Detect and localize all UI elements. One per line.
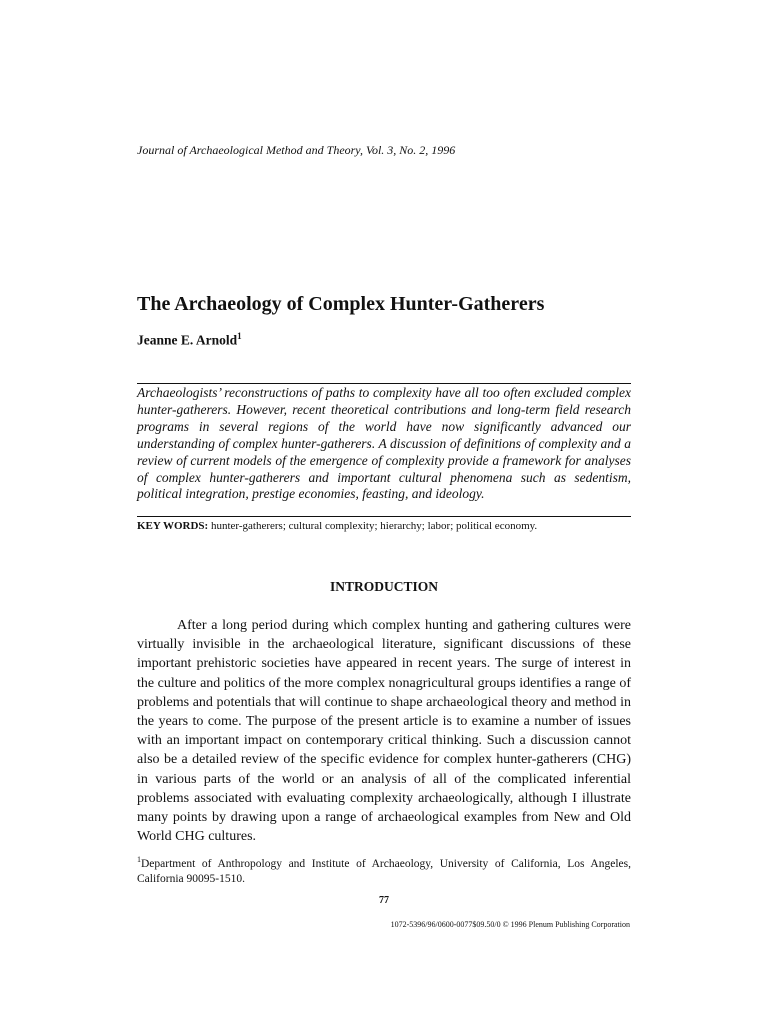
author-line [137, 331, 242, 349]
author-name: Jeanne E. Arnold [137, 332, 238, 348]
footnote-marker: 1 [137, 855, 141, 864]
footnote [137, 852, 631, 888]
copyright-line: 1072-5396/96/0600-0077$09.50/0 © 1996 Plenum Publishing Corporation [390, 920, 630, 929]
section-heading: INTRODUCTION [329, 579, 438, 594]
journal-citation: Journal of Archaeological Method and Theory, Vol. 3, No. 2, 1996 [137, 143, 456, 157]
body-paragraph: After a long period during which complex hunting and gathering cultures were virtually invisible in the archaeological literature, significant discussions of these important prehistoric societies have appeared in recent years. The surge of interest in the culture and politics of the more complex nonagricultural groups identifies a range of problems and potentials that will continue to shape archaeological theory and method in the years to come. The purpose of the present article is to examine a number of issues with an important impact on contemporary critical thinking. Such a discussion cannot also be a detailed review of the specific evidence for complex hunter-gatherers (CHG) in various parts of the world or an analysis of all of the complicated inferential problems associated with evaluating complexity archaeologically, although I illustrate many points by drawing upon a range of archaeological examples from New and Old World CHG cultures. [137, 618, 631, 845]
abstract-bottom-rule [137, 516, 631, 517]
page-number: 77 [379, 895, 389, 906]
article-title: The Archaeology of Complex Hunter-Gatherers [137, 293, 545, 315]
abstract: Archaeologists’ reconstructions of paths to complexity have all too often excluded complex hunter-gatherers. However, recent theoretical contributions and long-term field research programs in several regions of the world have now significantly advanced our understanding of complex hunter-gatherers. A discussion of definitions of complexity and a review of current models of the emergence of complexity provide a framework for analyses of complex hunter-gatherers and important cultural phenomena such as sedentism, political integration, prestige economies, feasting, and ideology. [137, 385, 631, 502]
keywords [137, 520, 537, 532]
footnote-text: Department of Anthropology and Institute of Archaeology, University of California, Los Angeles, California 90095-1510. [137, 857, 631, 886]
abstract-top-rule [137, 383, 631, 384]
keywords-text: hunter-gatherers; cultural complexity; hierarchy; labor; political economy. [208, 520, 538, 532]
keywords-label: KEY WORDS: [137, 520, 209, 532]
author-footnote-marker: 1 [237, 331, 242, 341]
